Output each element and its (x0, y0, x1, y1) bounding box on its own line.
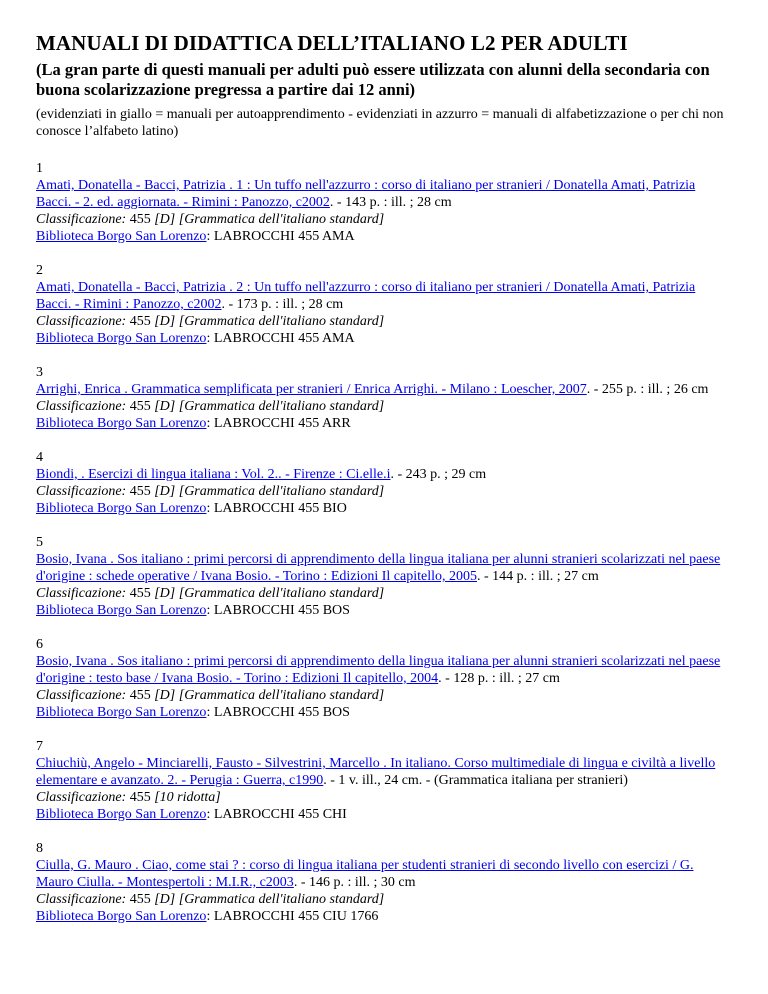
entry-location (36, 806, 732, 823)
shelf-location: : LABROCCHI 455 BOS (206, 705, 350, 720)
library-link[interactable]: Biblioteca Borgo San Lorenzo (36, 331, 207, 346)
catalog-entry (36, 364, 732, 432)
classification-description: [10 ridotta] (154, 790, 221, 805)
classification-description: [D] [Grammatica dell'italiano standard] (154, 892, 385, 907)
entry-record (36, 177, 732, 211)
entry-classification (36, 211, 732, 228)
classification-description: [D] [Grammatica dell'italiano standard] (154, 399, 385, 414)
page-title: MANUALI DI DIDATTICA DELL’ITALIANO L2 PER ADULTI (36, 31, 628, 55)
classification-label: Classificazione: (36, 892, 127, 907)
classification-label: Classificazione: (36, 790, 127, 805)
entry-record (36, 466, 732, 483)
entry-title-link[interactable]: Arrighi, Enrica . Grammatica semplificata per stranieri / Enrica Arrighi. - Milano : Loescher, 2007 (36, 382, 587, 397)
entry-record (36, 653, 732, 687)
classification-number: 455 (126, 314, 155, 329)
entry-classification (36, 483, 732, 500)
entry-title-link[interactable]: Ciulla, G. Mauro . Ciao, come stai ? : corso di lingua italiana per studenti stranieri di secondo livello con esercizi / G. Mauro Ciulla. - Montespertoli : M.I.R., c2003 (36, 858, 694, 890)
entry-physical-description: . - 1 v. ill., 24 cm. - (Grammatica italiana per stranieri) (323, 773, 628, 788)
entry-title-link[interactable]: Biondi, . Esercizi di lingua italiana : Vol. 2.. - Firenze : Ci.elle.i (36, 467, 391, 482)
entry-physical-description: . - 128 p. : ill. ; 27 cm (438, 671, 560, 686)
entry-physical-description: . - 144 p. : ill. ; 27 cm (477, 569, 599, 584)
entry-physical-description: . - 146 p. : ill. ; 30 cm (293, 875, 416, 890)
entry-physical-description: . - 255 p. : ill. ; 26 cm (586, 382, 709, 397)
classification-number: 455 (126, 688, 155, 703)
shelf-location: : LABROCCHI 455 BIO (206, 501, 347, 516)
classification-number: 455 (126, 892, 155, 907)
classification-number: 455 (126, 790, 155, 805)
entry-physical-description: . - 243 p. ; 29 cm (390, 467, 487, 482)
classification-description: [D] [Grammatica dell'italiano standard] (154, 314, 385, 329)
shelf-location: : LABROCCHI 455 CHI (206, 807, 347, 822)
catalog-entry (36, 160, 732, 245)
classification-description: [D] [Grammatica dell'italiano standard] (154, 586, 385, 601)
entry-location (36, 500, 732, 517)
entry-title-link[interactable]: Amati, Donatella - Bacci, Patrizia . 1 : Un tuffo nell'azzurro : corso di italiano per stranieri / Donatella Amati, Patrizia Bacci. - 2. ed. aggiornata. - Rimini : Panozzo, c2002 (36, 178, 696, 210)
entry-record (36, 381, 732, 398)
classification-label: Classificazione: (36, 399, 127, 414)
entry-location (36, 908, 732, 925)
catalog-entry (36, 636, 732, 721)
entry-number: 7 (36, 739, 43, 754)
shelf-location: : LABROCCHI 455 ARR (206, 416, 351, 431)
entry-number: 1 (36, 161, 43, 176)
shelf-location: : LABROCCHI 455 BOS (206, 603, 350, 618)
entry-record (36, 857, 732, 891)
library-link[interactable]: Biblioteca Borgo San Lorenzo (36, 705, 207, 720)
catalog-entry (36, 738, 732, 823)
entry-number: 6 (36, 637, 43, 652)
entry-classification (36, 789, 732, 806)
entry-classification (36, 891, 732, 908)
entry-location (36, 704, 732, 721)
classification-number: 455 (126, 212, 155, 227)
entry-location (36, 602, 732, 619)
shelf-location: : LABROCCHI 455 AMA (206, 331, 355, 346)
classification-label: Classificazione: (36, 688, 127, 703)
library-link[interactable]: Biblioteca Borgo San Lorenzo (36, 909, 207, 924)
entry-title-link[interactable]: Chiuchiù, Angelo - Minciarelli, Fausto - Silvestrini, Marcello . In italiano. Corso multimediale di lingua e civiltà a livello elementare e avanzato. 2. - Perugia : Guerra, c1990 (36, 756, 716, 788)
entry-record (36, 279, 732, 313)
entry-number: 3 (36, 365, 43, 380)
entry-number: 2 (36, 263, 43, 278)
shelf-location: : LABROCCHI 455 AMA (206, 229, 355, 244)
classification-description: [D] [Grammatica dell'italiano standard] (154, 688, 385, 703)
entry-record (36, 755, 732, 789)
classification-number: 455 (126, 399, 155, 414)
catalog-entry (36, 449, 732, 517)
library-link[interactable]: Biblioteca Borgo San Lorenzo (36, 501, 207, 516)
entry-classification (36, 313, 732, 330)
entry-title-link[interactable]: Bosio, Ivana . Sos italiano : primi percorsi di apprendimento della lingua italiana per alunni stranieri scolarizzati nel paese d'origine : testo base / Ivana Bosio. - Torino : Edizioni Il capitello, 2004 (36, 654, 721, 686)
highlight-legend: (evidenziati in giallo = manuali per autoapprendimento - evidenziati in azzurro = manuali di alfabetizzazione o per chi non conosce l’alfabeto latino) (36, 107, 724, 139)
entry-title-link[interactable]: Amati, Donatella - Bacci, Patrizia . 2 : Un tuffo nell'azzurro : corso di italiano per stranieri / Donatella Amati, Patrizia Bacci. - Rimini : Panozzo, c2002 (36, 280, 696, 312)
classification-description: [D] [Grammatica dell'italiano standard] (154, 484, 385, 499)
entry-number: 5 (36, 535, 43, 550)
catalog-entry (36, 840, 732, 925)
entry-record (36, 551, 732, 585)
entry-location (36, 415, 732, 432)
catalog-entry (36, 534, 732, 619)
catalog-entry (36, 262, 732, 347)
entry-location (36, 228, 732, 245)
entry-physical-description: . - 173 p. : ill. ; 28 cm (221, 297, 344, 312)
classification-label: Classificazione: (36, 484, 127, 499)
entry-classification (36, 687, 732, 704)
classification-number: 455 (126, 586, 155, 601)
library-link[interactable]: Biblioteca Borgo San Lorenzo (36, 416, 207, 431)
classification-description: [D] [Grammatica dell'italiano standard] (154, 212, 385, 227)
classification-label: Classificazione: (36, 314, 127, 329)
entry-location (36, 330, 732, 347)
catalog-list (36, 160, 732, 925)
entry-number: 4 (36, 450, 43, 465)
page-subtitle: (La gran parte di questi manuali per adulti può essere utilizzata con alunni della secondaria con buona scolarizzazione pregressa a partire dai 12 anni) (36, 60, 710, 99)
library-link[interactable]: Biblioteca Borgo San Lorenzo (36, 603, 207, 618)
entry-physical-description: . - 143 p. : ill. ; 28 cm (329, 195, 452, 210)
shelf-location: : LABROCCHI 455 CIU 1766 (206, 909, 379, 924)
entry-number: 8 (36, 841, 43, 856)
entry-classification (36, 398, 732, 415)
classification-label: Classificazione: (36, 586, 127, 601)
classification-number: 455 (126, 484, 155, 499)
library-link[interactable]: Biblioteca Borgo San Lorenzo (36, 807, 207, 822)
library-link[interactable]: Biblioteca Borgo San Lorenzo (36, 229, 207, 244)
classification-label: Classificazione: (36, 212, 127, 227)
entry-classification (36, 585, 732, 602)
entry-title-link[interactable]: Bosio, Ivana . Sos italiano : primi percorsi di apprendimento della lingua italiana per alunni stranieri scolarizzati nel paese d'origine : schede operative / Ivana Bosio. - Torino : Edizioni Il capitello, 2005 (36, 552, 721, 584)
